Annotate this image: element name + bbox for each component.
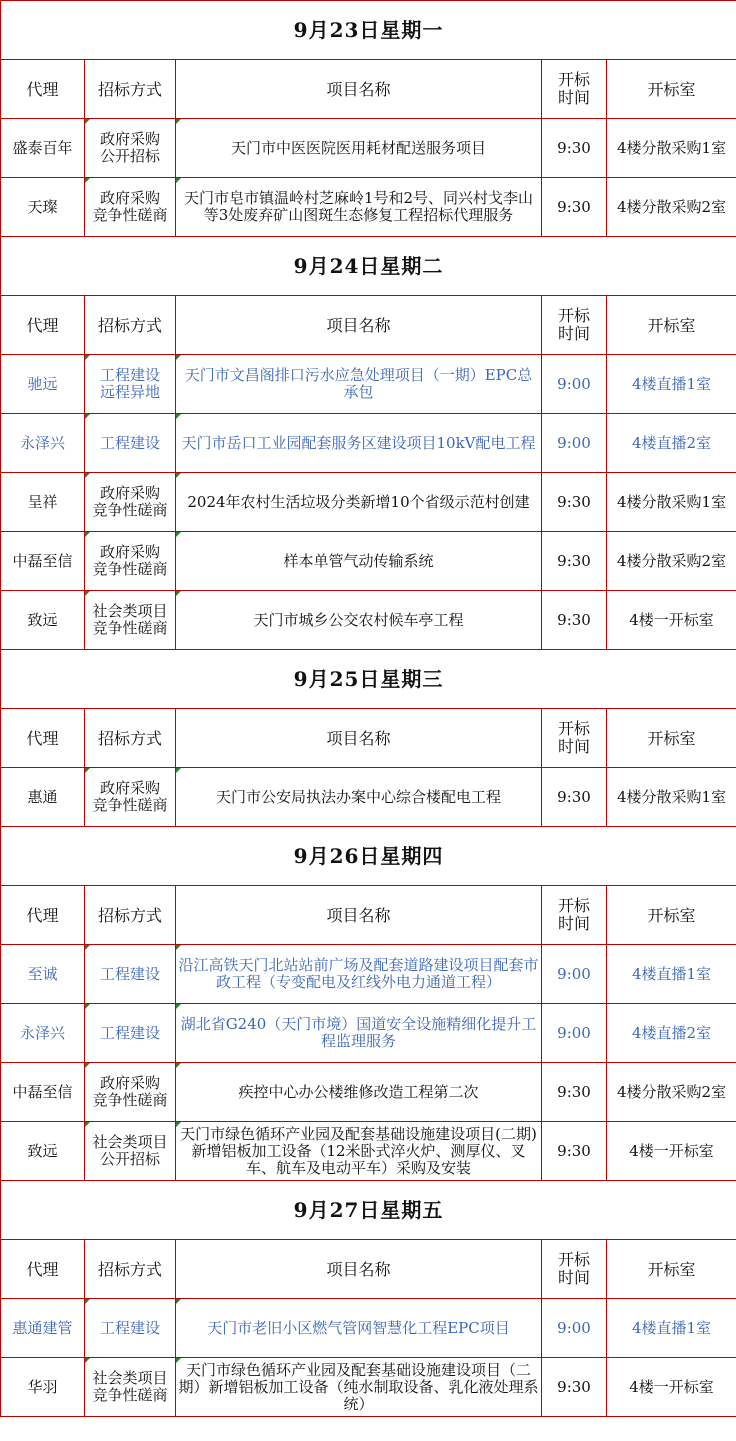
project-name: 天门市中医医院医用耗材配送服务项目 — [230, 138, 486, 157]
day-title-row — [1, 1181, 736, 1240]
method-line: 竞争性磋商 — [92, 619, 168, 637]
agent-cell: 永泽兴 — [1, 414, 85, 473]
corner-mark-icon — [176, 768, 181, 773]
corner-mark-icon — [85, 1122, 90, 1127]
corner-mark-icon — [176, 1358, 181, 1363]
time-cell: 9:00 — [542, 1004, 607, 1063]
corner-mark-icon — [85, 355, 90, 360]
time-cell: 9:30 — [542, 1063, 607, 1122]
time-cell: 9:30 — [542, 532, 607, 591]
header-method: 招标方式 — [85, 709, 176, 768]
method-line: 政府采购 — [99, 130, 160, 148]
header-method: 招标方式 — [85, 1240, 176, 1299]
agent-cell: 驰远 — [1, 355, 85, 414]
corner-mark-icon — [176, 532, 181, 537]
method-cell — [85, 1004, 176, 1063]
method-line: 工程建设 — [99, 366, 160, 384]
header-room: 开标室 — [607, 296, 736, 355]
method-cell — [85, 414, 176, 473]
agent-cell: 至诚 — [1, 945, 85, 1004]
table-row — [1, 355, 736, 414]
room-cell: 4楼直播1室 — [607, 1299, 736, 1358]
day-title-row — [1, 1, 736, 60]
project-cell — [176, 473, 542, 532]
method-line: 竞争性磋商 — [92, 501, 168, 519]
corner-mark-icon — [85, 178, 90, 183]
corner-mark-icon — [85, 1299, 90, 1304]
agent-cell: 盛泰百年 — [1, 119, 85, 178]
corner-mark-icon — [85, 473, 90, 478]
day-title: 9月24日星期二 — [1, 237, 736, 296]
method-cell — [85, 945, 176, 1004]
header-time — [542, 1240, 607, 1299]
header-time — [542, 296, 607, 355]
table-row — [1, 945, 736, 1004]
method-line: 工程建设 — [99, 433, 160, 452]
method-cell — [85, 591, 176, 650]
agent-cell: 永泽兴 — [1, 1004, 85, 1063]
corner-mark-icon — [176, 1122, 181, 1127]
corner-mark-icon — [85, 768, 90, 773]
project-name: 疾控中心办公楼维修改造工程第二次 — [238, 1082, 479, 1101]
corner-mark-icon — [85, 1358, 90, 1363]
header-time-line2: 时间 — [557, 88, 590, 107]
agent-cell: 华羽 — [1, 1358, 85, 1417]
table-row — [1, 1122, 736, 1181]
table-row — [1, 414, 736, 473]
project-cell — [176, 1299, 542, 1358]
method-cell — [85, 355, 176, 414]
column-header-row — [1, 296, 736, 355]
header-time-line2: 时间 — [557, 914, 590, 933]
method-line: 政府采购 — [99, 484, 160, 502]
project-name: 湖北省G240（天门市境）国道安全设施精细化提升工程监理服务 — [180, 1015, 537, 1050]
method-line: 政府采购 — [99, 189, 160, 207]
project-name: 天门市城乡公交农村候车亭工程 — [253, 610, 464, 629]
corner-mark-icon — [85, 119, 90, 124]
corner-mark-icon — [85, 414, 90, 419]
header-room: 开标室 — [607, 886, 736, 945]
method-line: 竞争性磋商 — [92, 560, 168, 578]
room-cell: 4楼分散采购1室 — [607, 768, 736, 827]
header-time-line2: 时间 — [557, 1268, 590, 1287]
header-agent: 代理 — [1, 296, 85, 355]
day-title: 9月27日星期五 — [1, 1181, 736, 1240]
header-room: 开标室 — [607, 1240, 736, 1299]
agent-cell: 天璨 — [1, 178, 85, 237]
header-time-line1: 开标 — [557, 70, 590, 89]
project-name: 天门市老旧小区燃气管网智慧化工程EPC项目 — [207, 1318, 510, 1337]
method-line: 竞争性磋商 — [92, 1386, 168, 1404]
header-time — [542, 886, 607, 945]
method-cell — [85, 178, 176, 237]
header-time-line2: 时间 — [557, 737, 590, 756]
method-cell — [85, 1358, 176, 1417]
corner-mark-icon — [176, 178, 181, 183]
method-line: 竞争性磋商 — [92, 796, 168, 814]
table-row — [1, 532, 736, 591]
method-cell — [85, 1063, 176, 1122]
method-cell — [85, 119, 176, 178]
header-method: 招标方式 — [85, 296, 176, 355]
header-room: 开标室 — [607, 60, 736, 119]
header-agent: 代理 — [1, 709, 85, 768]
table-row — [1, 473, 736, 532]
method-line: 公开招标 — [99, 147, 160, 165]
corner-mark-icon — [176, 1004, 181, 1009]
table-row — [1, 119, 736, 178]
room-cell: 4楼分散采购1室 — [607, 119, 736, 178]
room-cell: 4楼一开标室 — [607, 1122, 736, 1181]
method-line: 政府采购 — [99, 1074, 160, 1092]
corner-mark-icon — [85, 532, 90, 537]
time-cell: 9:30 — [542, 768, 607, 827]
day-title: 9月25日星期三 — [1, 650, 736, 709]
method-line: 竞争性磋商 — [92, 206, 168, 224]
method-line: 社会类项目 — [92, 1133, 168, 1151]
project-name: 天门市绿色循环产业园及配套基础设施建设项目(二期)新增铝板加工设备（12米卧式淬火炉、测厚仪、叉车、航车及电动平车）采购及安装 — [180, 1124, 537, 1177]
column-header-row — [1, 709, 736, 768]
time-cell: 9:30 — [542, 119, 607, 178]
corner-mark-icon — [176, 473, 181, 478]
method-cell — [85, 768, 176, 827]
corner-mark-icon — [85, 591, 90, 596]
project-cell — [176, 532, 542, 591]
project-cell — [176, 591, 542, 650]
corner-mark-icon — [176, 119, 181, 124]
time-cell: 9:30 — [542, 1358, 607, 1417]
header-time-line1: 开标 — [557, 896, 590, 915]
day-title-row — [1, 237, 736, 296]
method-cell — [85, 1122, 176, 1181]
room-cell: 4楼一开标室 — [607, 591, 736, 650]
room-cell: 4楼分散采购2室 — [607, 532, 736, 591]
column-header-row — [1, 1240, 736, 1299]
column-header-row — [1, 60, 736, 119]
room-cell: 4楼直播2室 — [607, 414, 736, 473]
table-row — [1, 1358, 736, 1417]
method-line: 政府采购 — [99, 543, 160, 561]
corner-mark-icon — [85, 1004, 90, 1009]
project-cell — [176, 1122, 542, 1181]
agent-cell: 呈祥 — [1, 473, 85, 532]
corner-mark-icon — [176, 355, 181, 360]
header-room: 开标室 — [607, 709, 736, 768]
time-cell: 9:00 — [542, 945, 607, 1004]
project-name: 天门市公安局执法办案中心综合楼配电工程 — [215, 787, 501, 806]
project-name: 2024年农村生活垃圾分类新增10个省级示范村创建 — [187, 492, 530, 511]
header-time — [542, 709, 607, 768]
corner-mark-icon — [176, 1063, 181, 1068]
header-time-line2: 时间 — [557, 324, 590, 343]
header-project: 项目名称 — [176, 709, 542, 768]
table-row — [1, 1063, 736, 1122]
project-cell — [176, 768, 542, 827]
column-header-row — [1, 886, 736, 945]
header-method: 招标方式 — [85, 60, 176, 119]
table-row — [1, 591, 736, 650]
method-line: 竞争性磋商 — [92, 1091, 168, 1109]
method-line: 工程建设 — [99, 964, 160, 983]
header-project: 项目名称 — [176, 60, 542, 119]
table-row — [1, 1004, 736, 1063]
room-cell: 4楼分散采购2室 — [607, 1063, 736, 1122]
corner-mark-icon — [176, 591, 181, 596]
project-cell — [176, 355, 542, 414]
project-name: 沿江高铁天门北站站前广场及配套道路建设项目配套市政工程（专变配电及红线外电力通道工程） — [178, 956, 539, 991]
header-time-line1: 开标 — [557, 1250, 590, 1269]
day-title: 9月23日星期一 — [1, 1, 736, 60]
method-cell — [85, 1299, 176, 1358]
room-cell: 4楼一开标室 — [607, 1358, 736, 1417]
project-cell — [176, 178, 542, 237]
method-cell — [85, 473, 176, 532]
project-name: 天门市皂市镇温岭村芝麻岭1号和2号、同兴村戈李山等3处废弃矿山图斑生态修复工程招标代理服务 — [183, 189, 534, 224]
time-cell: 9:00 — [542, 1299, 607, 1358]
method-line: 工程建设 — [99, 1318, 160, 1337]
agent-cell: 惠通 — [1, 768, 85, 827]
time-cell: 9:30 — [542, 1122, 607, 1181]
schedule-body — [1, 1, 736, 1417]
room-cell: 4楼分散采购1室 — [607, 473, 736, 532]
method-line: 社会类项目 — [92, 1369, 168, 1387]
header-agent: 代理 — [1, 60, 85, 119]
agent-cell: 致远 — [1, 591, 85, 650]
project-cell — [176, 119, 542, 178]
time-cell: 9:30 — [542, 591, 607, 650]
corner-mark-icon — [85, 945, 90, 950]
header-project: 项目名称 — [176, 296, 542, 355]
header-method: 招标方式 — [85, 886, 176, 945]
day-title-row — [1, 827, 736, 886]
project-cell — [176, 1063, 542, 1122]
day-title-row — [1, 650, 736, 709]
header-project: 项目名称 — [176, 1240, 542, 1299]
method-line: 社会类项目 — [92, 602, 168, 620]
table-row — [1, 768, 736, 827]
project-name: 天门市绿色循环产业园及配套基础设施建设项目（二期）新增铝板加工设备（纯水制取设备、乳化液处理系统） — [178, 1360, 539, 1413]
room-cell: 4楼直播2室 — [607, 1004, 736, 1063]
corner-mark-icon — [85, 1063, 90, 1068]
header-time — [542, 60, 607, 119]
project-cell — [176, 1358, 542, 1417]
header-time-line1: 开标 — [557, 306, 590, 325]
project-name: 天门市文昌阁排口污水应急处理项目（一期）EPC总承包 — [184, 366, 533, 401]
agent-cell: 中磊至信 — [1, 1063, 85, 1122]
room-cell: 4楼直播1室 — [607, 355, 736, 414]
project-cell — [176, 414, 542, 473]
day-title: 9月26日星期四 — [1, 827, 736, 886]
method-line: 公开招标 — [99, 1150, 160, 1168]
corner-mark-icon — [176, 945, 181, 950]
time-cell: 9:00 — [542, 414, 607, 473]
project-name: 天门市岳口工业园配套服务区建设项目10kV配电工程 — [181, 433, 536, 452]
header-project: 项目名称 — [176, 886, 542, 945]
header-time-line1: 开标 — [557, 719, 590, 738]
agent-cell: 惠通建管 — [1, 1299, 85, 1358]
method-cell — [85, 532, 176, 591]
agent-cell: 中磊至信 — [1, 532, 85, 591]
project-name: 样本单管气动传输系统 — [283, 551, 434, 570]
time-cell: 9:30 — [542, 178, 607, 237]
method-line: 工程建设 — [99, 1023, 160, 1042]
project-cell — [176, 1004, 542, 1063]
time-cell: 9:30 — [542, 473, 607, 532]
method-line: 政府采购 — [99, 779, 160, 797]
agent-cell: 致远 — [1, 1122, 85, 1181]
time-cell: 9:00 — [542, 355, 607, 414]
header-agent: 代理 — [1, 1240, 85, 1299]
room-cell: 4楼分散采购2室 — [607, 178, 736, 237]
corner-mark-icon — [176, 1299, 181, 1304]
room-cell: 4楼直播1室 — [607, 945, 736, 1004]
table-row — [1, 1299, 736, 1358]
project-cell — [176, 945, 542, 1004]
header-agent: 代理 — [1, 886, 85, 945]
table-row — [1, 178, 736, 237]
corner-mark-icon — [176, 414, 181, 419]
method-line: 远程异地 — [99, 383, 160, 401]
